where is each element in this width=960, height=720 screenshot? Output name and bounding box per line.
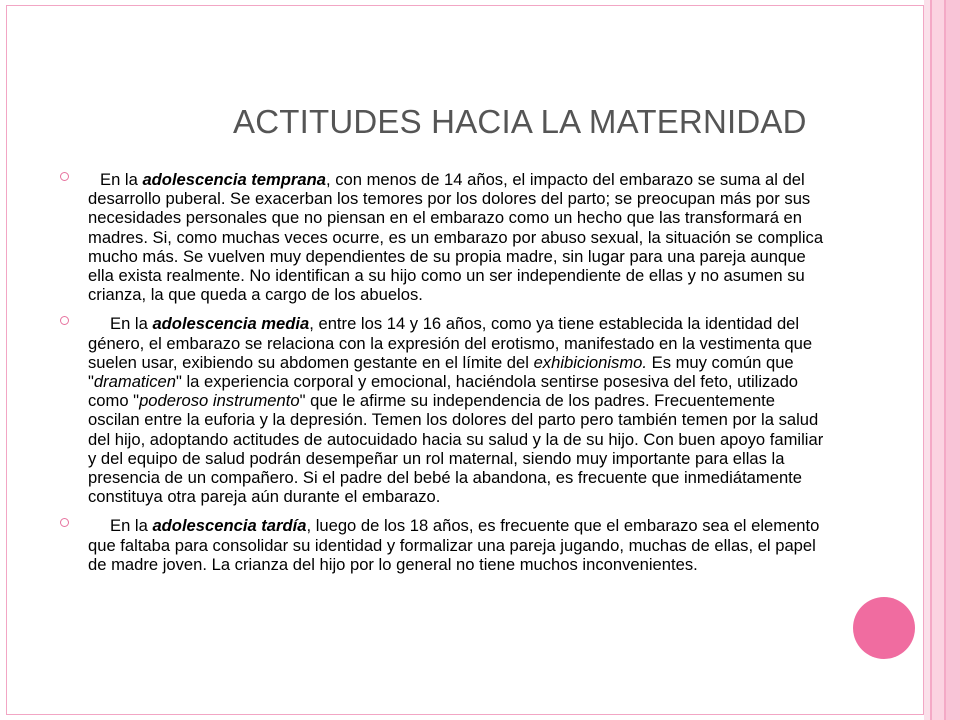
list-item: [58, 516, 830, 574]
decorative-circle: [853, 597, 915, 659]
emphasis-term: adolescencia tardía: [152, 516, 307, 536]
emphasis-term: adolescencia temprana: [142, 170, 326, 189]
paragraph-media: [88, 314, 830, 506]
italic-term: exhibicionismo.: [533, 352, 648, 372]
slide-title: ACTITUDES HACIA LA MATERNIDAD: [233, 103, 807, 140]
text-segment: En la: [100, 170, 143, 189]
circle-outline-bullet-icon: [60, 172, 69, 181]
paragraph-temprana: [88, 170, 830, 304]
text-segment: En la: [110, 516, 153, 536]
decorative-stripe: [946, 0, 960, 720]
circle-outline-bullet-icon: [60, 316, 69, 325]
text-segment: " la experiencia corporal y emocional, haciéndola sentirse posesiva del feto, utilizado como ": [88, 372, 799, 411]
list-item: [58, 314, 830, 506]
italic-term: poderoso instrumento: [139, 391, 300, 411]
text-segment: Es muy común que ": [88, 352, 794, 392]
text-segment: " que le afirme su independencia de los padres. Frecuentemente oscilan entre la euforia y la depresión. Temen los dolores del parto pero también temen por la salud del hijo, adoptando actitudes de autocuidado hacia su salud y la de su hijo. Con buen apoyo familiar y del equipo de salud podrán desempeñar un rol maternal, siendo muy importante para ellas la presencia de un compañero. Si el padre del bebé la abandona, es frecuente que inmediátamente constituya otra pareja aún durante el embarazo.: [88, 391, 824, 507]
circle-outline-bullet-icon: [60, 518, 69, 527]
text-segment: En la: [110, 314, 153, 334]
list-item: [58, 170, 830, 304]
text-segment: , entre los 14 y 16 años, como ya tiene establecida la identidad del género, el embarazo se relaciona con la expresión del erotismo, manifestado en la vestimenta que suelen usar, exibiendo su abdomen gestante en el límite del: [88, 314, 813, 372]
text-segment: , luego de los 18 años, es frecuente que el embarazo sea el elemento que faltaba para consolidar su identidad y formalizar una pareja jugando, muchas de ellas, el papel de madre joven. La crianza del hijo por lo general no tiene muchos inconvenientes.: [88, 516, 820, 574]
slide-content: [58, 170, 830, 584]
paragraph-tardia: [88, 516, 830, 574]
italic-term: dramaticen: [93, 372, 176, 392]
text-segment: , con menos de 14 años, el impacto del embarazo se suma al del desarrollo puberal. Se exacerban los temores por los dolores del parto; se preocupan más por sus necesidades personales que no piensan en el embarazo como un hecho que las transformará en madres. Si, como muchas veces ocurre, es un embarazo por abuso sexual, la situación se complica mucho más. Se vuelven muy dependientes de su propia madre, sin lugar para una pareja aunque ella exista realmente. No identifican a su hijo como un ser independiente de ellas y no asumen su crianza, la que queda a cargo de los abuelos.: [88, 170, 824, 305]
decorative-stripe: [932, 0, 944, 720]
emphasis-term: adolescencia media: [152, 314, 310, 334]
